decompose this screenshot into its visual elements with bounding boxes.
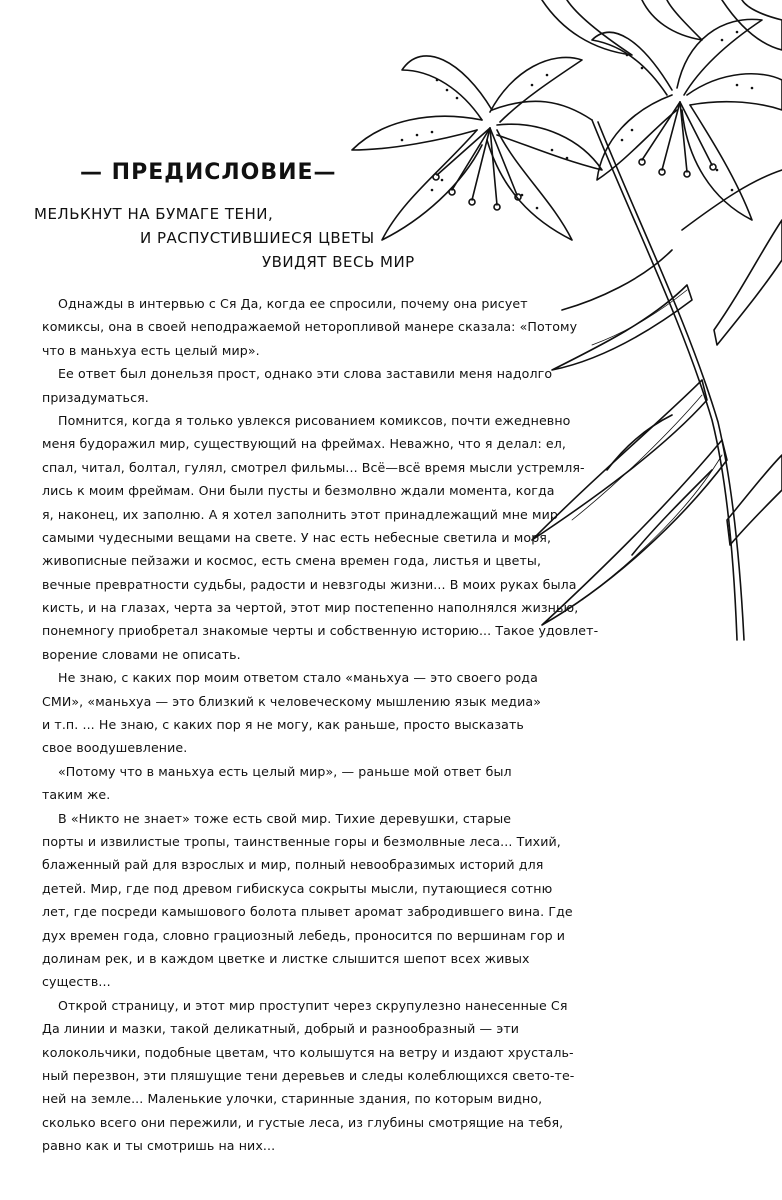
text-line: Открой страницу, и этот мир проступит через скрупулезно нанесенные Ся <box>58 997 568 1013</box>
text-line: блаженный рай для взрослых и мир, полный невообразимых историй для <box>42 857 544 873</box>
text-line: вечные превратности судьбы, радости и невзгоды жизни... В моих руках была <box>42 576 577 592</box>
text-line: свое воодушевление. <box>42 740 188 756</box>
text-line: сколько всего они пережили, и густые леса, из глубины смотрящие на тебя, <box>42 1114 564 1130</box>
text-line: дух времен года, словно грациозный лебедь, проносится по вершинам гор и <box>42 927 566 943</box>
text-line: что в маньхуа есть целый мир». <box>42 342 260 358</box>
text-line: лет, где посреди камышового болота плывет аромат забродившего вина. Где <box>42 904 573 920</box>
text-line: комиксы, она в своей неподражаемой неторопливой манере сказала: «Потому <box>42 319 578 335</box>
text-line: колокольчики, подобные цветам, что колышутся на ветру и издают хрусталь- <box>42 1044 574 1060</box>
preface-body <box>42 292 599 1157</box>
page-title: — ПРЕДИСЛОВИЕ— <box>80 160 337 185</box>
text-line: ный перезвон, эти пляшущие тени деревьев и следы колеблющихся свето-те- <box>42 1067 575 1083</box>
text-line: я, наконец, их заполню. А я хотел заполнить этот принадлежащий мне мир <box>42 506 558 522</box>
text-line: лись к моим фреймам. Они были пусты и безмолвно ждали момента, когда <box>42 483 555 499</box>
text-line: ней на земле... Маленькие улочки, старинные здания, по которым видно, <box>42 1091 543 1107</box>
text-line: кисть, и на глазах, черта за чертой, этот мир постепенно наполнялся жизнью, <box>42 600 579 616</box>
text-line: существ... <box>42 974 111 990</box>
text-line: Да линии и мазки, такой деликатный, добрый и разнообразный — эти <box>42 1021 520 1037</box>
text-line: Ее ответ был донельзя прост, однако эти слова заставили меня надолго <box>58 366 553 382</box>
text-line: «Потому что в маньхуа есть целый мир», — раньше мой ответ был <box>58 763 512 779</box>
text-line: СМИ», «маньхуа — это близкий к человеческому мышлению язык медиа» <box>42 693 542 709</box>
text-line: понемногу приобретал знакомые черты и собственную историю... Такое удовлет- <box>42 623 599 639</box>
text-line: Однажды в интервью с Ся Да, когда ее спросили, почему она рисует <box>58 296 528 311</box>
text-line: В «Никто не знает» тоже есть свой мир. Тихие деревушки, старые <box>58 810 512 826</box>
text-line: призадуматься. <box>42 389 149 405</box>
text-line: Помнится, когда я только увлекся рисованием комиксов, почти ежедневно <box>58 412 571 428</box>
text-line: долинам рек, и в каждом цветке и листке слышится шепот всех живых <box>42 950 530 966</box>
text-line: порты и извилистые тропы, таинственные горы и безмолвные леса... Тихий, <box>42 833 561 849</box>
text-line: и т.п. ... Не знаю, с каких пор я не могу, как раньше, просто высказать <box>42 717 524 733</box>
text-line: ворение словами не описать. <box>42 646 241 662</box>
text-line: самыми чудесными вещами на свете. У нас есть небесные светила и моря, <box>42 529 552 545</box>
epigraph-line: УВИДЯТ ВЕСЬ МИР <box>262 253 415 271</box>
epigraph-line: И РАСПУСТИВШИЕСЯ ЦВЕТЫ <box>140 229 375 247</box>
text-line: детей. Мир, где под древом гибискуса сокрыты мысли, путающиеся сотню <box>42 880 553 896</box>
epigraph-line: МЕЛЬКНУТ НА БУМАГЕ ТЕНИ, <box>34 205 274 223</box>
text-line: таким же. <box>42 787 111 803</box>
text-line: меня будоражил мир, существующий на фреймах. Неважно, что я делал: ел, <box>42 436 566 452</box>
text-line: спал, читал, болтал, гулял, смотрел фильмы... Всё—всё время мысли устремля- <box>42 459 585 475</box>
text-line: Не знаю, с каких пор моим ответом стало «маньхуа — это своего рода <box>58 670 538 686</box>
text-line: равно как и ты смотришь на них... <box>42 1138 276 1154</box>
text-line: живописные пейзажи и космос, есть смена времен года, листья и цветы, <box>42 553 542 569</box>
